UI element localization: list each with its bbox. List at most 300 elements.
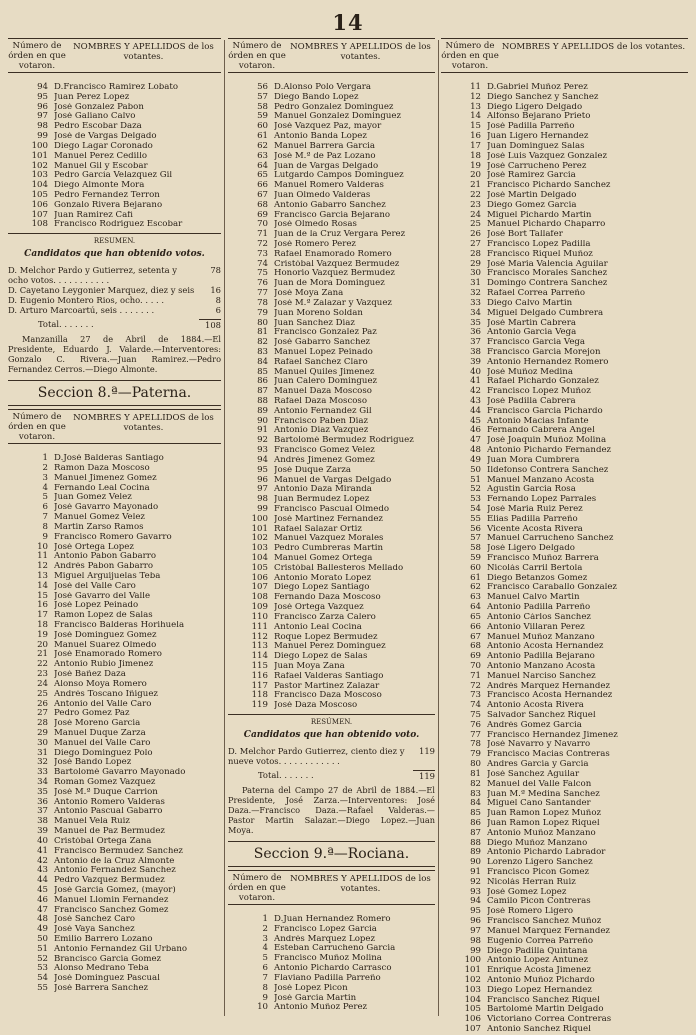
candidate-name: D. Arturo Marcoartú, seis . . . . . . .: [8, 305, 155, 316]
voter-name: Fernando Daza Moscoso: [274, 593, 381, 603]
voter-name: Diego Lopez de Salas: [274, 652, 368, 662]
voter-name: José Daza Moscoso: [274, 701, 358, 711]
voter-number: 44: [470, 405, 481, 416]
voter-number: 46: [470, 425, 481, 436]
voter-number: 22: [470, 189, 481, 200]
voter-number: 12: [470, 91, 481, 102]
candidates-title: Candidatos que han obtenido voto.: [243, 730, 420, 740]
voter-number: 23: [37, 669, 48, 680]
voter-number: 35: [37, 786, 48, 797]
voter-name: Esteban Carrucheno Garcia: [274, 944, 396, 954]
voter-name: Antonio Padilla Bejarano: [487, 652, 595, 662]
voter-name: José Ortega Lopez: [54, 542, 134, 552]
voter-number: 50: [37, 934, 48, 944]
voter-name: Manuel Narciso Sanchez: [487, 671, 596, 681]
voter-number: 54: [37, 973, 48, 984]
voter-number: 49: [37, 924, 48, 935]
voter-name: José Joaquin Muñoz Molina: [487, 436, 607, 446]
voter-number: 18: [37, 620, 48, 630]
voter-number: 25: [37, 688, 48, 699]
voter-number: 21: [37, 649, 48, 660]
voter-name: José Romero Perez: [274, 240, 356, 249]
voter-name: Juan Calero Dominguez: [274, 377, 378, 387]
voter-name: Antonio Pichardo Labrador: [487, 848, 606, 858]
voter-number: 36: [470, 327, 481, 338]
voter-name: Rafael Correa Parreño: [487, 289, 586, 299]
voter-name: Pedro Cumbreras Martin: [274, 544, 384, 554]
voter-number: 27: [37, 708, 48, 719]
voter-number: 42: [470, 386, 481, 397]
voter-name: Francisco Zarza Calero: [274, 612, 376, 622]
voter-number: 53: [470, 494, 481, 505]
voter-number: 105: [464, 1004, 481, 1015]
voter-number: 106: [31, 199, 48, 210]
voter-number: 107: [251, 582, 268, 593]
voter-name: José Garcia Martin: [274, 993, 357, 1003]
voter-name: Diego Lagar Coronado: [54, 141, 153, 151]
voter-name: Juan Moreno Soldan: [274, 308, 363, 318]
voter-number: 45: [37, 884, 48, 895]
voter-name: Antonio Muñoz Manzano: [487, 828, 596, 838]
voter-name: Salvador Sanchez Riquel: [487, 711, 596, 720]
voter-name: Diego Bando Lopez: [274, 92, 359, 102]
voter-number: 45: [470, 415, 481, 426]
voter-name: D.Gabriel Muñoz Perez: [487, 83, 588, 92]
voter-number: 110: [251, 611, 268, 622]
voter-number: 71: [470, 670, 481, 681]
voter-number: 105: [251, 562, 268, 573]
voter-name: José de Vargas Delgado: [54, 132, 157, 142]
candidate-name: D. Eugenio Montero Rios, ocho. . . . .: [8, 295, 165, 306]
signature-paragraph: Paterna del Campo 27 de Abril de 1884.—El Presidente, José Zarza.—Interventores: José Daza.—Francisco Daza.—Rafael Valderas.—Pastor Martin Salazar.—Diego Lopez.—Juan Moya.: [228, 785, 435, 835]
voter-number: 87: [470, 827, 481, 838]
voter-name: Diego Ligero Delgado: [487, 102, 583, 112]
voter-number: 1: [42, 453, 48, 464]
voter-number: 75: [470, 710, 481, 720]
voter-number: 109: [251, 602, 268, 613]
voter-name: José Galiano Calvo: [54, 112, 136, 122]
voter-name: Andrés Marquez Hernandez: [487, 681, 610, 691]
voter-name: José Romero Ligero: [487, 907, 574, 917]
voter-number: 1: [262, 914, 268, 924]
voter-name: Rafael Daza Moscoso: [274, 397, 368, 406]
voter-name: Rafael Pichardo Gonzalez: [487, 377, 599, 387]
voter-name: Diego Muñoz Manzano: [487, 838, 588, 848]
voter-number: 62: [470, 582, 481, 593]
voter-name: Diego Lopez Santiago: [274, 583, 370, 593]
voter-name: Manuel del Valle Caro: [54, 738, 151, 748]
voter-number: 61: [257, 131, 268, 142]
voter-number: 96: [470, 916, 481, 927]
voter-name: Manuel Perez Cedillo: [54, 151, 148, 161]
voter-number: 32: [37, 757, 48, 768]
voter-number: 9: [262, 992, 268, 1003]
voter-number: 31: [470, 278, 481, 289]
column-divider: [438, 40, 439, 1016]
voter-number: 99: [470, 945, 481, 956]
column-divider: [224, 40, 225, 1016]
voter-number: 97: [37, 111, 48, 122]
voter-number: 104: [31, 180, 48, 191]
voter-name: Andrés Pabon Gabarro: [54, 562, 154, 572]
voter-name: Camilo Picon Contreras: [487, 897, 591, 907]
voter-number: 34: [37, 777, 48, 787]
voter-name: Antonio Hernandez Romero: [487, 357, 609, 367]
voter-name: D.Alonso Polo Vergara: [274, 83, 372, 92]
voter-name: Ramon Lopez de Salas: [54, 611, 153, 621]
voter-number: 37: [37, 806, 48, 817]
table-row: [228, 925, 435, 935]
voter-number: 106: [464, 1014, 481, 1025]
candidate-name: D. Melchor Pardo Gutierrez, ciento diez y nueve votos. . . . . . . . . . . .: [228, 746, 405, 766]
voter-name: Manuel Gonzalez Dominguez: [274, 112, 402, 122]
voter-number: 102: [251, 533, 268, 544]
voter-name: Juan Ramirez Cafi: [54, 210, 133, 220]
voter-name: Manuel Vela Ruiz: [54, 817, 130, 827]
voter-number: 40: [470, 366, 481, 377]
table-row: [8, 503, 221, 513]
voter-number: 97: [257, 484, 268, 495]
voter-name: Antonio Manzano Acosta: [487, 661, 596, 671]
voter-number: 43: [470, 396, 481, 406]
voter-number: 72: [257, 239, 268, 249]
voter-name: Manuel Carrucheno Sanchez: [487, 534, 614, 544]
voter-number: 4: [262, 943, 268, 954]
voter-number: 14: [470, 111, 481, 122]
voter-name: José Padilla Parreño: [487, 122, 575, 132]
voter-number: 59: [257, 111, 268, 122]
voter-name: Manuel Pichardo Chaparro: [487, 220, 606, 230]
voter-number: 39: [37, 826, 48, 837]
voter-number: 22: [37, 659, 48, 670]
voter-name: D.Juan Hernandez Romero: [274, 915, 391, 924]
voter-name: Antonio Rubio Jimenez: [54, 660, 154, 670]
voter-number: 65: [257, 170, 268, 181]
voter-number: 23: [470, 199, 481, 210]
voter-number: 102: [31, 160, 48, 171]
voter-number: 24: [470, 209, 481, 220]
voter-name: José Luis Vazquez Gonzalez: [487, 151, 608, 161]
voter-number: 92: [257, 435, 268, 446]
voter-number: 78: [257, 297, 268, 308]
voter-name: José M.ª Zalazar y Vazquez: [274, 298, 392, 308]
voter-name: Francisco Daza Moscoso: [274, 691, 382, 701]
voter-name: Alonso Medrano Teba: [54, 964, 149, 974]
voter-number: 83: [257, 346, 268, 357]
voter-name: Francisco Lopez Muñoz: [487, 387, 591, 397]
voter-list: [441, 83, 688, 1035]
voter-number: 18: [470, 150, 481, 161]
voter-name: Victoriano Correa Contreras: [487, 1015, 612, 1025]
column-1: [8, 38, 221, 1018]
voter-name: Diego Gomez Garcia: [487, 200, 577, 210]
voter-number: 92: [470, 876, 481, 887]
voter-name: Francisco Pichardo Sanchez: [487, 181, 611, 191]
table-row: [8, 513, 221, 523]
voter-number: 93: [257, 445, 268, 456]
voter-name: Juan de Mora Dominguez: [274, 279, 385, 289]
voter-name: José del Valle Caro: [54, 581, 136, 591]
voter-number: 88: [257, 396, 268, 406]
voter-number: 107: [31, 209, 48, 220]
voter-name: Juan Moya Zana: [274, 661, 345, 671]
voter-name: Antonio Macias Infante: [487, 416, 589, 426]
voter-name: Francisco Muñoz Barrera: [487, 554, 599, 563]
voter-number: 84: [470, 798, 481, 809]
voter-name: José Moya Zana: [274, 289, 344, 299]
voter-name: José Enamorado Romero: [54, 650, 162, 660]
voter-number: 103: [464, 984, 481, 995]
voter-name: Antonio Villaran Perez: [487, 622, 585, 632]
voter-number: 52: [470, 484, 481, 495]
candidate-row: [8, 305, 221, 315]
voter-list: [8, 83, 221, 230]
voter-name: Pedro Vazquez Bermudez: [54, 876, 165, 886]
voter-name: Juan Gomez Velez: [54, 493, 132, 503]
voter-name: Francisco Garcia Bejarano: [274, 210, 391, 220]
voter-name: Manuel Suarez Olmedo: [54, 640, 157, 650]
voter-number: 77: [257, 288, 268, 299]
section-title: Seccion 9.ª—Rociana.: [253, 846, 410, 862]
table-row: [228, 915, 435, 925]
voter-name: Pedro Fernandez Terron: [54, 190, 160, 200]
voter-name: José Muñoz Medina: [487, 367, 573, 377]
voter-number: 25: [470, 219, 481, 230]
voter-number: 38: [37, 816, 48, 827]
voter-name: Pedro Gomez Paz: [54, 709, 130, 719]
voter-number: 95: [257, 464, 268, 475]
voter-number: 94: [470, 896, 481, 907]
voter-name: Nicolás Carril Bertola: [487, 563, 583, 573]
voter-number: 41: [470, 376, 481, 387]
voter-list: [228, 915, 435, 1013]
voter-number: 100: [464, 955, 481, 966]
voter-number: 85: [257, 366, 268, 377]
voter-number: 79: [257, 307, 268, 318]
voter-number: 20: [470, 170, 481, 181]
voter-name: Enrique Acosta Jimenez: [487, 966, 592, 976]
table-row: [8, 474, 221, 484]
voter-name: Juan Ramon Lopez Muñoz: [487, 809, 602, 819]
voter-name: Francisco Riquel Muñoz: [487, 249, 593, 259]
voter-name: Manuel Lopez Peinado: [274, 347, 373, 357]
column-2: [228, 38, 435, 1018]
voter-name: Brancisco Garcia Gomez: [54, 954, 162, 964]
voter-name: Pedro Gonzalez Dominguez: [274, 102, 394, 112]
voter-name: Francisco Garcia Morejon: [487, 347, 601, 357]
voter-number: 62: [257, 140, 268, 151]
voter-name: Antonio Fernandez Gil: [274, 406, 372, 416]
voter-number: 51: [470, 474, 481, 485]
voter-name: José Dominguez Pascual: [54, 974, 160, 984]
voter-name: Antonio de la Cruz Almonte: [54, 856, 175, 866]
voter-name: Francisco Gomez Velez: [274, 446, 375, 456]
voter-name: Juan M.ª Medina Sanchez: [487, 789, 600, 799]
voter-number: 80: [470, 759, 481, 770]
voter-number: 71: [257, 229, 268, 240]
voter-name: Diego Padilla Quintana: [487, 946, 588, 956]
voter-number: 54: [470, 503, 481, 514]
voter-number: 69: [470, 651, 481, 662]
voter-name: Manuel Romero Valderas: [274, 181, 384, 191]
voter-name: Antonio Leal Cocina: [274, 622, 362, 632]
voter-number: 9: [42, 531, 48, 542]
voter-name: Francisco Garcia Vega: [487, 338, 586, 348]
voter-name: José Martin Cabrera: [487, 318, 576, 328]
table-row: [228, 944, 435, 954]
voter-number: 39: [470, 356, 481, 367]
voter-number: 114: [251, 651, 268, 662]
table-row: [8, 484, 221, 494]
voter-name: Cristóbal Ortega Zana: [54, 836, 152, 846]
voter-name: Fernando Lopez Parrales: [487, 495, 597, 505]
voter-number: 113: [251, 641, 268, 652]
voter-number: 3: [262, 933, 268, 944]
voter-name: Rafael Sanchez Claro: [274, 357, 368, 367]
voter-number: 40: [37, 835, 48, 846]
voter-name: Elias Padilla Parreño: [487, 514, 578, 524]
voter-number: 49: [470, 454, 481, 465]
voter-number: 103: [31, 170, 48, 181]
voter-number: 19: [37, 629, 48, 640]
voter-number: 68: [257, 199, 268, 210]
voter-name: Antonio Acosta Hernandez: [487, 642, 604, 652]
voter-number: 96: [37, 101, 48, 112]
voter-number: 6: [262, 963, 268, 974]
column-3: [441, 38, 688, 1034]
voter-name: José Barrera Sanchez: [54, 984, 149, 994]
table-row: [228, 954, 435, 964]
voter-name: Juan Dominguez Salas: [487, 141, 585, 151]
voter-name: José Ortega Vazquez: [274, 603, 364, 613]
voter-name: José Duque Zarza: [274, 465, 351, 475]
voter-name: D.José Balderas Santiago: [54, 454, 164, 464]
voter-number: 98: [37, 121, 48, 132]
voter-name: José Gavarro Mayonado: [54, 503, 159, 513]
voter-number: 99: [257, 503, 268, 514]
voter-number: 112: [251, 631, 268, 642]
voter-number: 94: [37, 82, 48, 92]
voter-number: 2: [42, 463, 48, 473]
table-header: Número de órden en que votaron. NOMBRES Y APELLIDOS de los votantes.: [228, 870, 435, 905]
voter-number: 48: [470, 445, 481, 456]
voter-name: José Padilla Cabrera: [487, 397, 576, 406]
voter-number: 29: [37, 727, 48, 738]
voter-name: Antonio Padilla Parreño: [487, 603, 591, 613]
voter-name: Manuel Jimenez Gomez: [54, 473, 157, 483]
voter-name: Manuel Perez Dominguez: [274, 642, 386, 652]
voter-name: José Sanchez Aguilar: [487, 769, 580, 779]
voter-name: Juan Perez Lopez: [54, 92, 130, 102]
voter-number: 95: [470, 906, 481, 917]
voter-name: Manuel Gomez Velez: [54, 513, 145, 523]
voter-number: 65: [470, 611, 481, 622]
voter-name: Honorio Vazquez Bermudez: [274, 269, 395, 279]
voter-name: Cristóbal Vazquez Bermudez: [274, 259, 400, 269]
voter-number: 76: [257, 278, 268, 289]
voter-number: 118: [251, 690, 268, 701]
voter-number: 2: [262, 923, 268, 934]
voter-name: Miguel Cano Santander: [487, 799, 591, 809]
voter-name: Martin Zarso Ramos: [54, 522, 144, 532]
voter-number: 117: [251, 680, 268, 691]
voter-name: Francisco Sanchez Riquel: [487, 995, 600, 1005]
voter-number: 63: [470, 592, 481, 603]
voter-name: Pedro García Velazquez Gil: [54, 171, 173, 181]
voter-number: 85: [470, 808, 481, 819]
voter-number: 28: [470, 248, 481, 259]
voter-number: 55: [470, 513, 481, 524]
voter-number: 97: [470, 925, 481, 936]
voter-number: 100: [31, 140, 48, 151]
voter-number: 13: [470, 101, 481, 112]
voter-number: 21: [470, 180, 481, 191]
voter-number: 91: [257, 425, 268, 436]
voter-number: 7: [262, 972, 268, 983]
voter-number: 76: [470, 719, 481, 730]
voter-name: Alfonso Bejarano Prieto: [487, 112, 591, 122]
total-row: Total. . . . . . . 119: [258, 770, 435, 781]
voter-name: Antonio Muñoz Pichardo: [487, 975, 595, 985]
voter-name: Andrés Gomez Garcia: [487, 720, 582, 730]
voter-number: 64: [257, 160, 268, 171]
voter-name: Roque Lopez Bermudez: [274, 632, 378, 642]
voter-name: José Lopez Peinado: [54, 601, 139, 611]
voter-number: 55: [37, 983, 48, 994]
voter-number: 61: [470, 572, 481, 583]
voter-name: José Carrucheno Perez: [487, 161, 587, 171]
voter-number: 63: [257, 150, 268, 161]
voter-number: 15: [470, 121, 481, 132]
voter-name: Antonio Pichardo Carrasco: [274, 964, 392, 974]
voter-name: Diego Lopez Hernandez: [487, 985, 592, 995]
voter-name: Juan Ligero Hernandez: [487, 132, 589, 142]
voter-number: 81: [470, 768, 481, 779]
voter-number: 102: [464, 974, 481, 985]
voter-number: 41: [37, 845, 48, 856]
table-row: [228, 935, 435, 945]
voter-name: Roman Gomez Vazquez: [54, 778, 156, 787]
voter-number: 104: [464, 994, 481, 1005]
voter-name: Ramon Daza Moscoso: [54, 464, 150, 473]
voter-name: Pastor Martinez Zalazar: [274, 681, 380, 691]
voter-name: Francisco Acosta Hernandez: [487, 691, 613, 701]
table-header: Número de órden en que votaron. NOMBRES Y APELLIDOS de los votantes.: [441, 38, 688, 73]
voter-number: 108: [251, 592, 268, 603]
voter-number: 82: [470, 778, 481, 789]
voter-number: 74: [257, 258, 268, 269]
voter-number: 67: [470, 631, 481, 642]
voter-number: 66: [470, 621, 481, 632]
voter-number: 56: [257, 82, 268, 92]
voter-name: José M.ª Duque Carrion: [54, 787, 158, 797]
voter-number: 51: [37, 943, 48, 954]
voter-name: Andrés Toscano Iñiguez: [54, 689, 158, 699]
voter-number: 116: [251, 670, 268, 681]
voter-name: Andrés Jimenez Gomez: [274, 455, 375, 465]
table-row: [8, 493, 221, 503]
table-row: [228, 701, 435, 711]
voter-name: José Maria Ruiz Perez: [487, 504, 583, 514]
voter-number: 34: [470, 307, 481, 318]
voter-number: 58: [470, 543, 481, 554]
voter-number: 30: [470, 268, 481, 279]
voter-number: 5: [42, 492, 48, 503]
voter-number: 79: [470, 749, 481, 760]
voter-name: Eugenio Correa Parreño: [487, 936, 594, 946]
voter-name: José Dominguez Gomez: [54, 630, 157, 640]
voter-name: José Navarro y Navarro: [487, 740, 591, 750]
